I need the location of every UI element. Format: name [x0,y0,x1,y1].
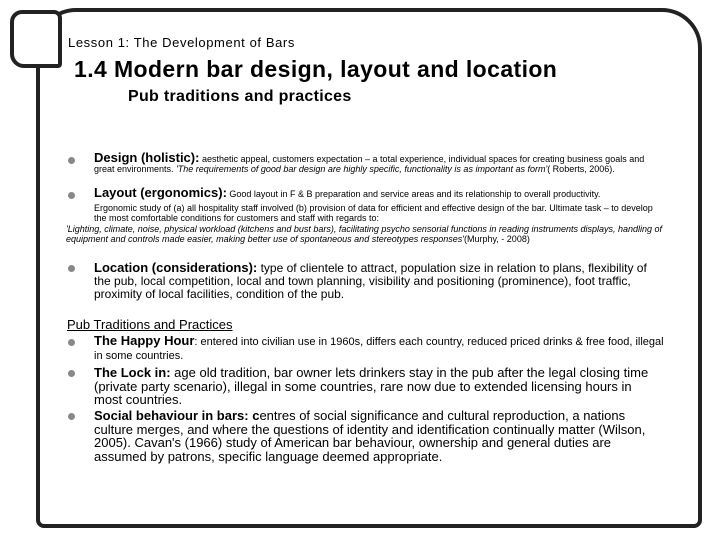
design-quote: 'The requirements of good bar design are highly specific, functionality is as important as form' [176,164,548,174]
design-heading: Design (holistic): [94,150,200,165]
layout-heading: Layout (ergonomics): [94,185,227,200]
layout-cite: (Murphy, - 2008) [463,234,530,244]
design-cite: ( Roberts, 2006). [547,164,615,174]
lock-in-heading: The Lock in: [94,365,171,380]
bullet-icon [68,339,75,346]
bullet-icon [68,413,75,420]
social-behaviour-heading: Social behaviour in bars: c [94,408,260,423]
layout-block [94,185,664,200]
happy-hour-block [94,334,664,363]
social-behaviour-text: entres of social significance and cultural reproduction, a nations culture merges, and where the questions of identity and identification continually matter (Wilson, 2005). Cavan's (1966) study of American bar behaviour, ownership and general duties are assumed by patrons, specific language deemed appropriate. [94,408,646,464]
happy-hour-text: : entered into civilian use in 1960s, differs each country, reduced priced drinks & free food, illegal in some countries. [94,336,664,362]
happy-hour-heading: The Happy Hour [94,333,195,348]
bullet-icon [68,192,75,199]
bullet-icon [68,370,75,377]
location-heading: Location (considerations): [94,260,258,275]
bullet-icon [68,265,75,272]
location-text: type of clientele to attract, population size in relation to plans, flexibility of the pub, local competition, local and town planning, visibility and positioning (prominence), foot traffic, proximity of local facilities, condition of the pub. [94,261,647,301]
social-behaviour-block [94,409,650,463]
layout-text: Good layout in F & B preparation and service areas and its relationship to overall productivity. [226,189,601,199]
design-block [94,150,664,174]
lock-in-block [94,366,650,407]
design-text: aesthetic appeal, customers expectation – a total experience, individual spaces for creating business goals and great environments. [94,154,645,174]
layout-detail [94,203,664,223]
lesson-label: Lesson 1: The Development of Bars [68,35,295,50]
bullet-icon [68,157,75,164]
page-title: 1.4 Modern bar design, layout and location [74,56,558,82]
lock-in-text: age old tradition, bar owner lets drinkers stay in the pub after the legal closing time (private party scenario), illegal in some countries, rare now due to extended licensing hours in most countries. [94,365,649,407]
layout-quote-block [66,224,664,244]
location-block [94,261,666,301]
layout-ergonomic-text: Ergonomic study of (a) all hospitality staff involved (b) provision of data for efficient and effective design of the bar. Ultimate task – to develop the most comfortable conditions for customers and staff with regards to: [94,203,653,223]
corner-decoration [10,10,62,68]
section-title: Pub Traditions and Practices [67,317,233,332]
page-subtitle: Pub traditions and practices [128,88,352,105]
layout-quote: 'Lighting, climate, noise, physical workload (kitchens and bust bars), facilitating psycho sensorial functions in reading instruments displays, handling of equipment and controls made easier, making better use of spontaneous and stereotypes responses' [66,224,663,244]
